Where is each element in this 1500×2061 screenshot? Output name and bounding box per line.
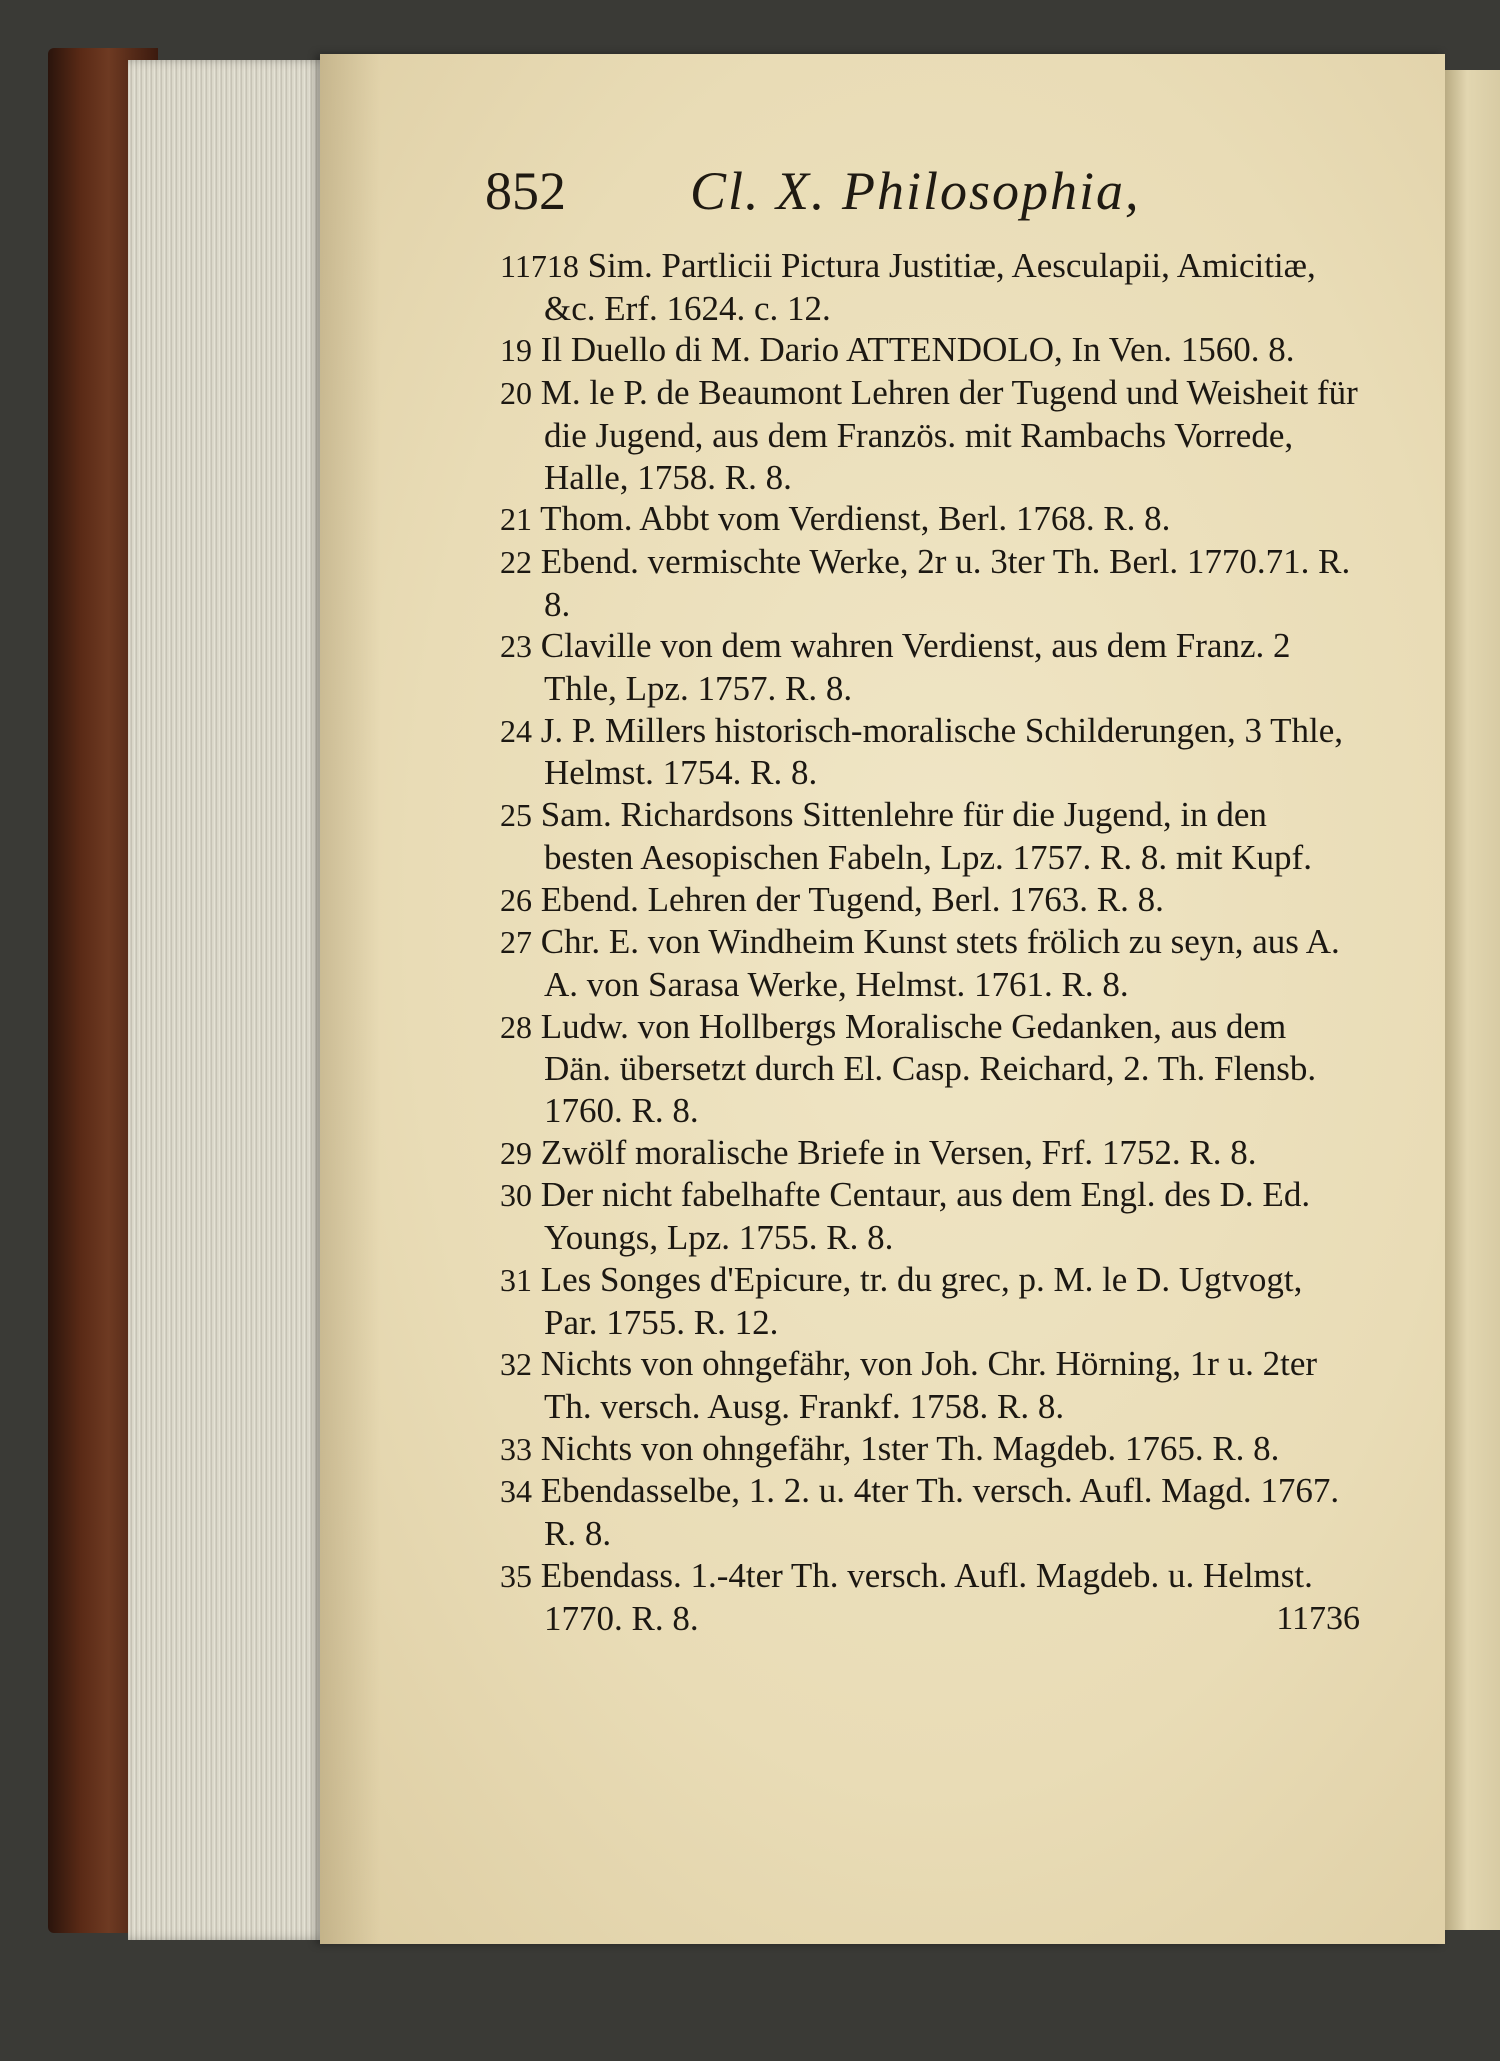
page-header — [485, 160, 1345, 230]
entry-text: Ebendasselbe, 1. 2. u. 4ter Th. versch. Aufl. Magd. 1767. R. 8. — [540, 1471, 1340, 1554]
entry-number: 33 — [500, 1430, 532, 1467]
entry-text: Sim. Partlicii Pictura Justitiæ, Aesculapii, Amicitiæ, &c. Erf. 1624. c. 12. — [544, 246, 1316, 328]
entry-text: Ebend. vermischte Werke, 2r u. 3ter Th. Berl. 1770.71. R. 8. — [540, 541, 1351, 624]
catalog-entry — [500, 245, 1360, 329]
entry-text: M. le P. de Beaumont Lehren der Tugend und Weisheit für die Jugend, aus dem Französ. mit Rambachs Vorrede, Halle, 1758. R. 8. — [540, 373, 1358, 497]
entry-text: Les Songes d'Epicure, tr. du grec, p. M. le D. Ugtvogt, Par. 1755. R. 12. — [540, 1259, 1303, 1342]
catalog-entry — [500, 879, 1360, 922]
catalog-entry — [500, 921, 1360, 1005]
entry-number: 27 — [500, 924, 532, 961]
catalog-entry — [500, 1428, 1360, 1471]
catalog-entry — [500, 1006, 1360, 1132]
catalog-entry — [500, 1555, 1360, 1639]
catalog-entry — [500, 541, 1360, 625]
catalog-entry — [500, 710, 1360, 794]
entry-number: 30 — [500, 1177, 532, 1214]
entry-number: 21 — [500, 501, 532, 538]
entry-text: Ebendass. 1.-4ter Th. versch. Aufl. Magdeb. u. Helmst. 1770. R. 8. — [540, 1555, 1313, 1638]
entry-text: Ebend. Lehren der Tugend, Berl. 1763. R. 8. — [540, 879, 1164, 919]
entry-text: Nichts von ohngefähr, von Joh. Chr. Hörning, 1r u. 2ter Th. versch. Ausg. Frankf. 1758. R. 8. — [540, 1344, 1318, 1426]
catalog-entry — [500, 1132, 1360, 1175]
entry-number: 34 — [500, 1473, 532, 1510]
entry-text: Thom. Abbt vom Verdienst, Berl. 1768. R. 8. — [540, 499, 1171, 539]
catalog-entry — [500, 329, 1360, 372]
entry-number: 28 — [500, 1008, 532, 1045]
running-title: Cl. X. Philosophia, — [690, 161, 1141, 221]
entry-text: Ludw. von Hollbergs Moralische Gedanken, aus dem Dän. übersetzt durch El. Casp. Reichard, 2. Th. Flensb. 1760. R. 8. — [540, 1006, 1317, 1131]
entry-text: Il Duello di M. Dario ATTENDOLO, In Ven. 1560. 8. — [540, 330, 1295, 370]
entry-number: 35 — [500, 1557, 532, 1594]
entry-number: 19 — [500, 332, 532, 369]
entry-number: 26 — [500, 881, 532, 918]
entry-text: Sam. Richardsons Sittenlehre für die Jugend, in den besten Aesopischen Fabeln, Lpz. 1757. R. 8. mit Kupf. — [540, 795, 1312, 877]
page-stack — [128, 60, 338, 1940]
entry-number: 31 — [500, 1261, 532, 1298]
entry-number: 29 — [500, 1134, 532, 1171]
catalog-entry — [500, 498, 1360, 541]
catch-word: 11736 — [1276, 1599, 1360, 1637]
catalog-entry — [500, 625, 1360, 709]
page-number: 852 — [485, 161, 566, 221]
entry-text: Zwölf moralische Briefe in Versen, Frf. 1752. R. 8. — [540, 1132, 1257, 1172]
catalog-entry — [500, 1343, 1360, 1427]
catalog-entry — [500, 1470, 1360, 1554]
catalog-entry — [500, 794, 1360, 878]
catalog-entry — [500, 1259, 1360, 1343]
facing-page-edge — [1445, 70, 1500, 1930]
entry-number: 22 — [500, 543, 532, 580]
entry-text: Der nicht fabelhafte Centaur, aus dem Engl. des D. Ed. Youngs, Lpz. 1755. R. 8. — [540, 1175, 1311, 1258]
entry-number: 25 — [500, 797, 532, 834]
entry-number: 11718 — [500, 248, 579, 284]
entry-text: J. P. Millers historisch-moralische Schilderungen, 3 Thle, Helmst. 1754. R. 8. — [540, 710, 1344, 793]
entry-number: 23 — [500, 628, 532, 665]
page-gutter-shadow — [320, 54, 380, 1944]
entry-text: Nichts von ohngefähr, 1ster Th. Magdeb. 1765. R. 8. — [540, 1428, 1280, 1468]
catalog-entry — [500, 1174, 1360, 1258]
entry-number: 24 — [500, 712, 532, 749]
catalog-entry — [500, 372, 1360, 498]
entry-text: Chr. E. von Windheim Kunst stets frölich zu seyn, aus A. A. von Sarasa Werke, Helmst. 1761. R. 8. — [540, 922, 1340, 1004]
entry-text: Claville von dem wahren Verdienst, aus dem Franz. 2 Thle, Lpz. 1757. R. 8. — [540, 626, 1291, 709]
entry-number: 32 — [500, 1346, 532, 1383]
entry-number: 20 — [500, 375, 532, 412]
catalog-entries — [500, 245, 1360, 1639]
